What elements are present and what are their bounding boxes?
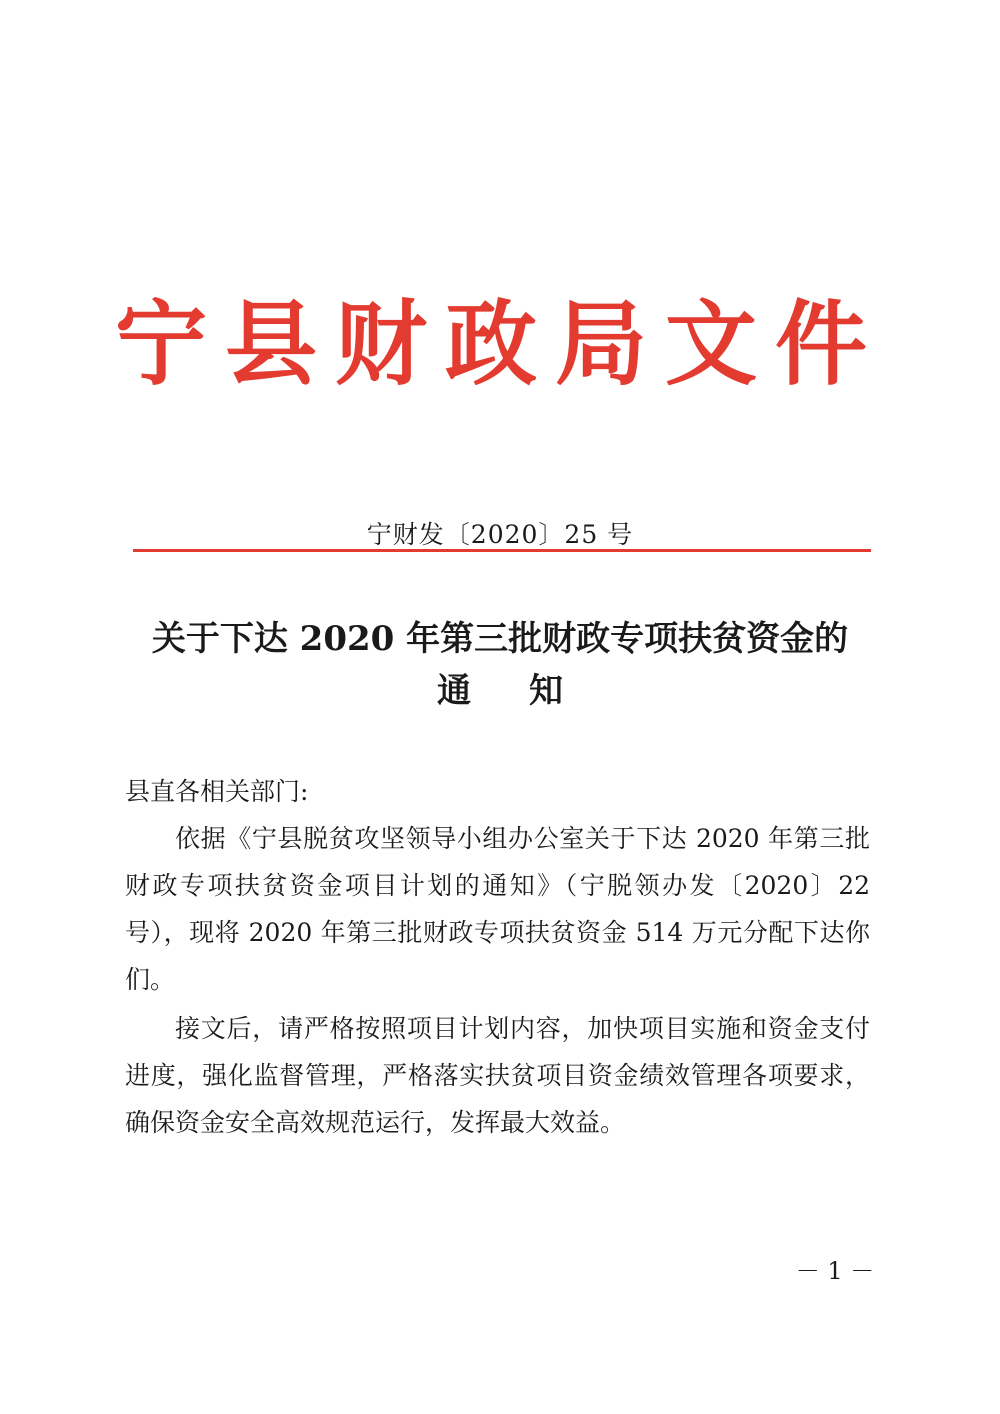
masthead-title: 宁县财政局文件 [114,291,885,398]
body-paragraph-2: 接文后，请严格按照项目计划内容，加快项目实施和资金支付进度，强化监督管理，严格落实扶贫项目资金绩效管理各项要求，确保资金安全高效规范运行，发挥最大效益。 [125,1014,870,1137]
red-divider-line [133,549,871,552]
title-line-1: 关于下达 2020 年第三批财政专项扶贫资金的 [151,619,849,659]
body-paragraph-1: 依据《宁县脱贫攻坚领导小组办公室关于下达 2020 年第三批财政专项扶贫资金项目计划的通知》（宁脱领办发〔2020〕22 号），现将 2020 年第三批财政专项扶贫资金 514 万元分配下达你们。 [125,824,870,994]
document-number: 宁财发〔2020〕25 号 [366,520,634,549]
page-number: － 1 － [795,1257,875,1285]
document-body [125,768,870,1146]
document-title [0,613,1000,717]
title-line-2: 通知 [437,671,621,711]
salutation: 县直各相关部门: [125,777,309,806]
